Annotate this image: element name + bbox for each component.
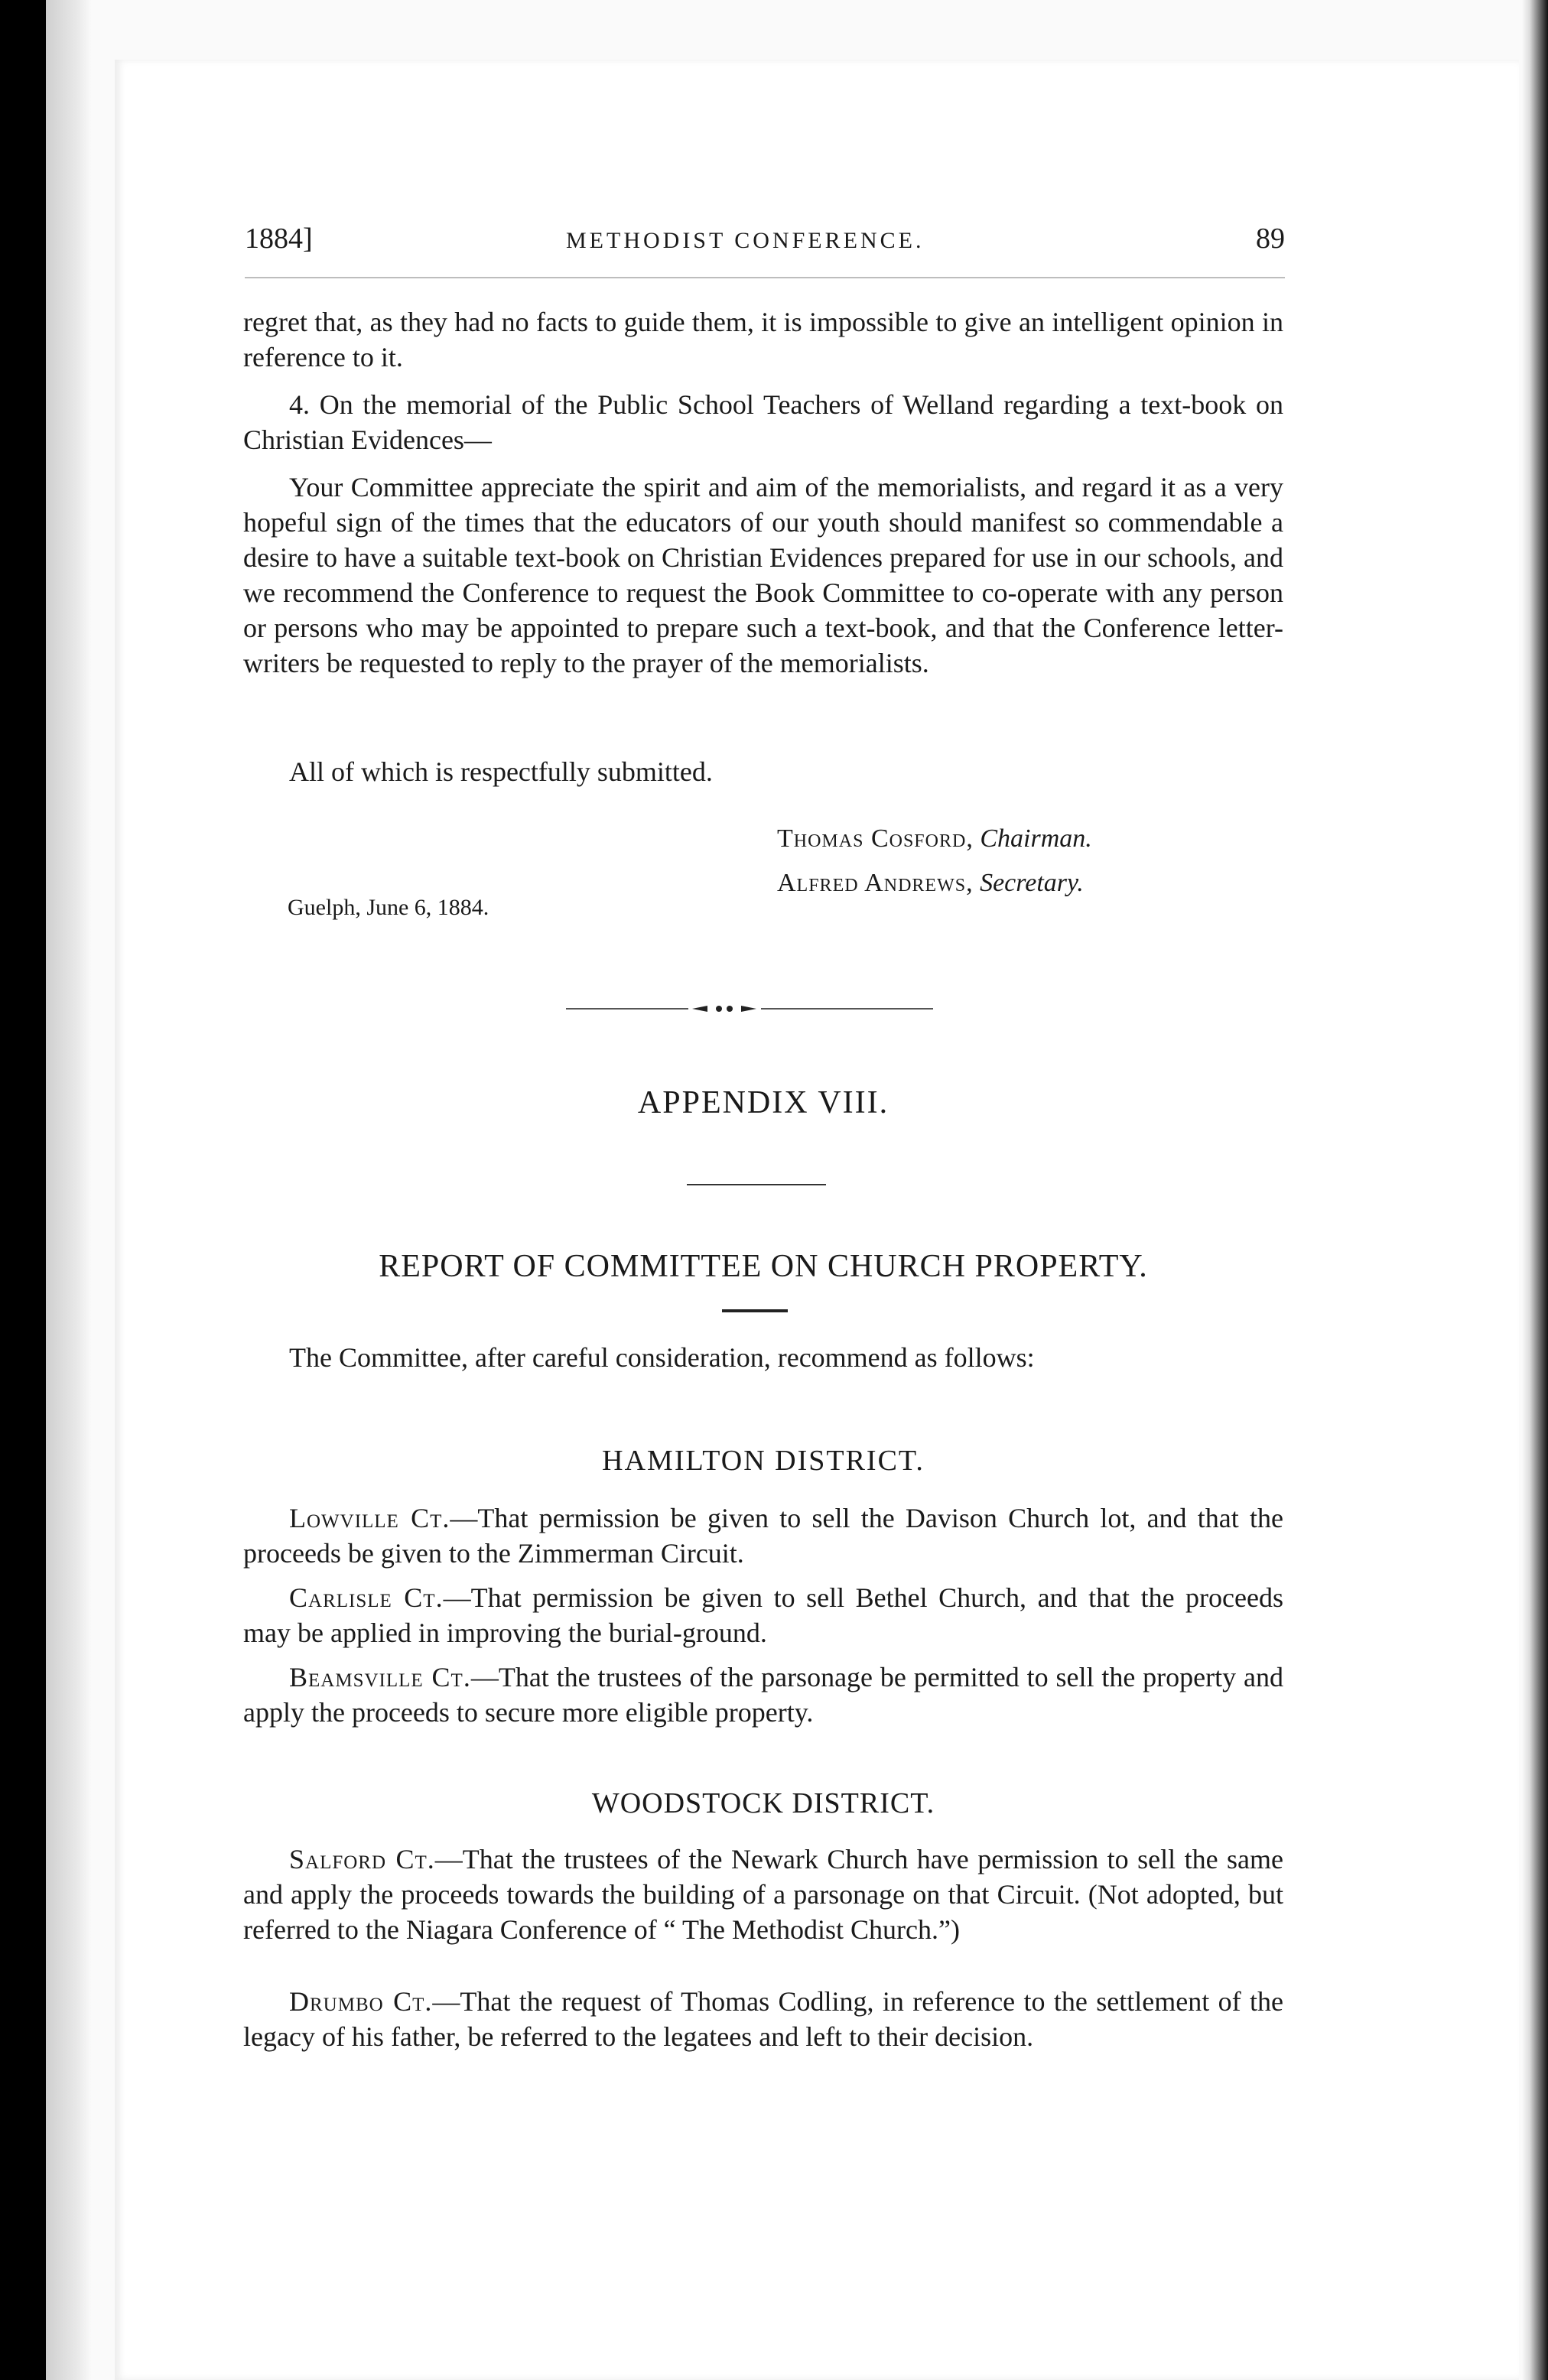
carlisle-name: Carlisle Ct. [289,1582,444,1613]
paragraph-submitted [243,754,1283,789]
entry-lowville [243,1501,1283,1571]
entry-drumbo [243,1984,1283,2054]
paragraph-item-4 [243,387,1283,457]
paragraph-regret [243,304,1283,375]
header-year: 1884] [245,223,313,255]
salford-text: —That the trustees of the Newark Church have permission to sell the same and apply the proceeds towards the building of a parsonage on that Circuit. (Not adopted, but referred to the Niagara Conference of “ The Methodist Church.”) [243,1844,1283,1945]
entry-carlisle [243,1580,1283,1650]
lowville-text: —That permission be given to sell the Davison Church lot, and that the proceeds be given to the Zimmerman Circuit. [243,1503,1283,1569]
report-intro [243,1340,1283,1375]
report-intro-text: The Committee, after careful consideration, recommend as follows: [289,1342,1035,1373]
appendix-title: APPENDIX VIII. [637,1085,889,1120]
chairman-name: Thomas Cosford, [777,824,974,853]
beamsville-name: Beamsville Ct. [289,1662,471,1692]
entry-beamsville [243,1660,1283,1730]
carlisle-text: —That permission be given to sell Bethel Church, and that the proceeds may be applied in improving the burial-ground. [243,1582,1283,1648]
place-date: Guelph, June 6, 1884. [288,895,489,920]
beamsville-text: —That the trustees of the parsonage be permitted to sell the property and apply the proceeds to secure more eligible property. [243,1662,1283,1728]
hamilton-district-heading: HAMILTON DISTRICT. [602,1445,925,1477]
signature-secretary [777,869,1084,898]
running-header [245,222,1285,268]
report-title: REPORT OF COMMITTEE ON CHURCH PROPERTY. [379,1249,1148,1284]
paragraph-item-4-text: 4. On the memorial of the Public School Teachers of Welland regarding a text-book on Christian Evidences— [243,389,1283,455]
paragraph-submitted-text: All of which is respectfully submitted. [289,756,713,787]
signature-chairman [777,824,1092,853]
chairman-title: Chairman. [980,824,1092,853]
header-rule [245,277,1285,278]
header-title: METHODIST CONFERENCE. [566,228,925,253]
secretary-title: Secretary. [980,869,1084,897]
page-number: 89 [1256,223,1285,255]
paragraph-committee [243,470,1283,681]
entry-salford [243,1842,1283,1947]
drumbo-name: Drumbo Ct. [289,1986,433,2017]
woodstock-district-heading: WOODSTOCK DISTRICT. [591,1787,935,1819]
paragraph-committee-text: Your Committee appreciate the spirit and aim of the memorialists, and regard it as a very hopeful sign of the times that the educators of our youth should manifest so commendable a desire to have a suitable text-book on Christian Evidences prepared for use in our schools, and we recommend the Conference to request the Book Committee to co-operate with any person or persons who may be appointed to prepare such a text-book, and that the Conference letter-writers be requested to reply to the prayer of the memorialists. [243,472,1283,678]
appendix-rule [687,1184,826,1185]
salford-name: Salford Ct. [289,1844,435,1874]
drumbo-text: —That the request of Thomas Codling, in reference to the settlement of the legacy of his father, be referred to the legatees and left to their decision. [243,1986,1283,2052]
ornamental-divider [566,1005,933,1013]
secretary-name: Alfred Andrews, [777,869,974,897]
paragraph-regret-text: regret that, as they had no facts to guide them, it is impossible to give an intelligent opinion in reference to it. [243,307,1283,372]
report-rule [722,1309,788,1312]
lowville-name: Lowville Ct. [289,1503,450,1533]
